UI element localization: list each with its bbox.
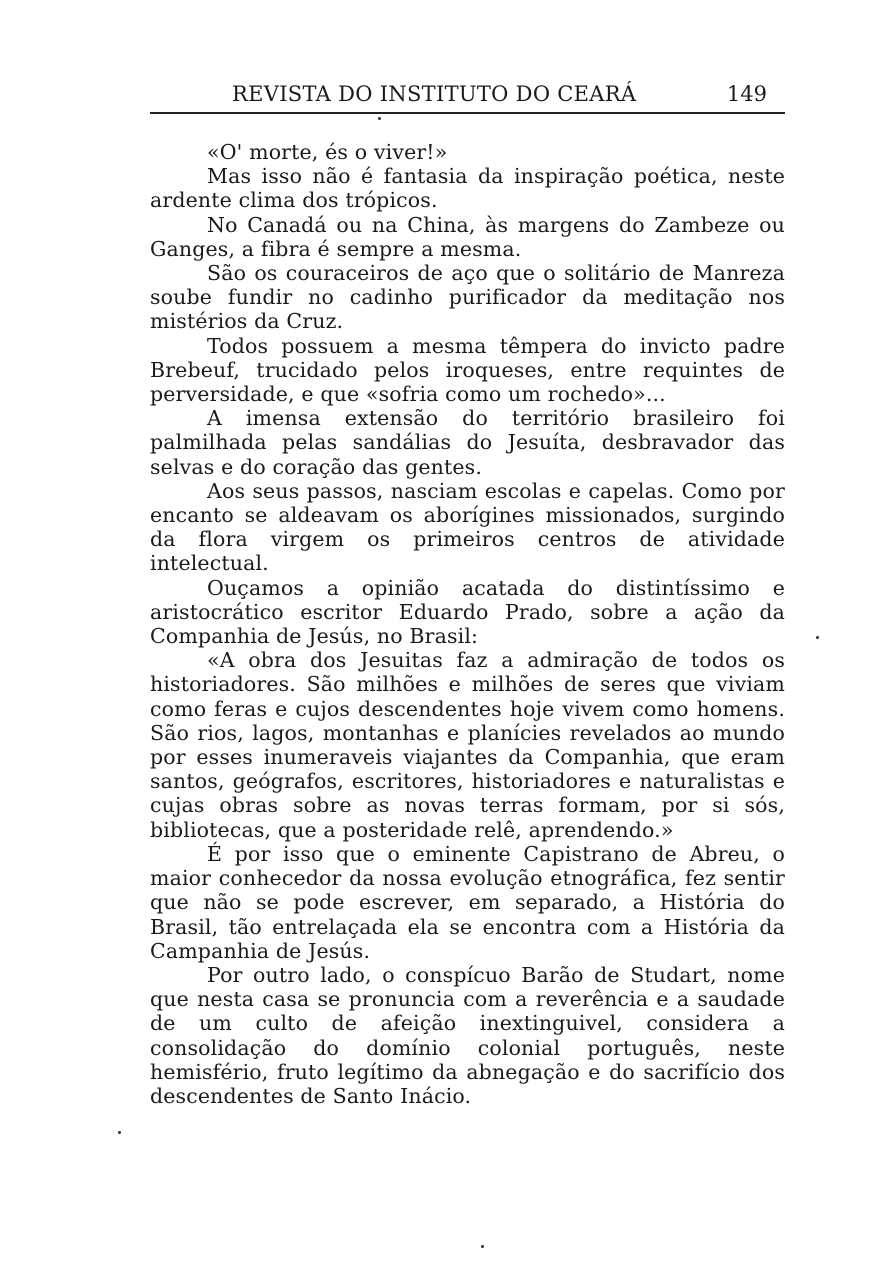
paragraph-quotation: «A obra dos Jesuitas faz a admiração de todos os historiadores. São milhões e milhões de seres que viviam como feras e cujos descendentes hoje vivem como homens. São rios, lagos, montanhas e planícies revelados ao mundo por esses inumeraveis viajantes da Companhia, que eram santos, geógrafos, escritores, historiadores e naturalistas e cujas obras sobre as novas terras formam, por si sós, bibliotecas, que a posteridade relê, aprendendo.» (150, 648, 785, 842)
paragraph: Aos seus passos, nasciam escolas e capelas. Como por encanto se aldeavam os aborígines missionados, surgindo da flora virgem os primeiros centros de atividade intelectual. (150, 478, 785, 576)
paragraph: Por outro lado, o conspícuo Barão de Studart, nome que nesta casa se pronuncia com a reverência e a saudade de um culto de afeição inextinguivel, considera a consolidação do domínio colonial português, neste hemisfério, fruto legítimo da abnegação e do sacrifício dos descendentes de Santo Inácio. (150, 962, 785, 1108)
paragraph: Ouçamos a opinião acatada do distintíssimo e aristocrático escritor Eduardo Prado, sobre a ação da Companhia de Jesús, no Brasil: (150, 575, 785, 649)
print-speck (816, 636, 819, 639)
paragraph: No Canadá ou na China, às margens do Zambeze ou Ganges, a fibra é sempre a mesma. (150, 212, 785, 261)
paragraph: A imensa extensão do território brasileiro foi palmilhada pelas sandálias do Jesuíta, desbravador das selvas e do coração das gentes. (150, 406, 785, 479)
body-text (150, 140, 785, 1108)
running-header (150, 80, 785, 114)
paragraph: É por isso que o eminente Capistrano de Abreu, o maior conhecedor da nossa evolução etnográfica, fez sentir que não se pode escrever, em separado, a História do Brasil, tão entrelaçada ela se encontra com a História da Campanhia de Jesús. (150, 841, 785, 963)
paragraph: São os couraceiros de aço que o solitário de Manreza soube fundir no cadinho purificador da meditação nos mistérios da Cruz. (150, 261, 785, 334)
paragraph: Mas isso não é fantasia da inspiração poética, neste ardente clima dos trópicos. (150, 164, 785, 213)
paragraph: Todos possuem a mesma têmpera do invicto padre Brebeuf, trucidado pelos iroqueses, entre requintes de perversidade, e que «sofria como um rochedo»... (150, 333, 785, 407)
paragraph-verse: «O' morte, és o viver!» (207, 140, 448, 164)
print-speck (481, 1245, 484, 1248)
page-number: 149 (726, 82, 767, 106)
print-speck (118, 1131, 121, 1134)
journal-title: REVISTA DO INSTITUTO DO CEARÁ (232, 82, 637, 106)
print-speck (378, 117, 381, 120)
